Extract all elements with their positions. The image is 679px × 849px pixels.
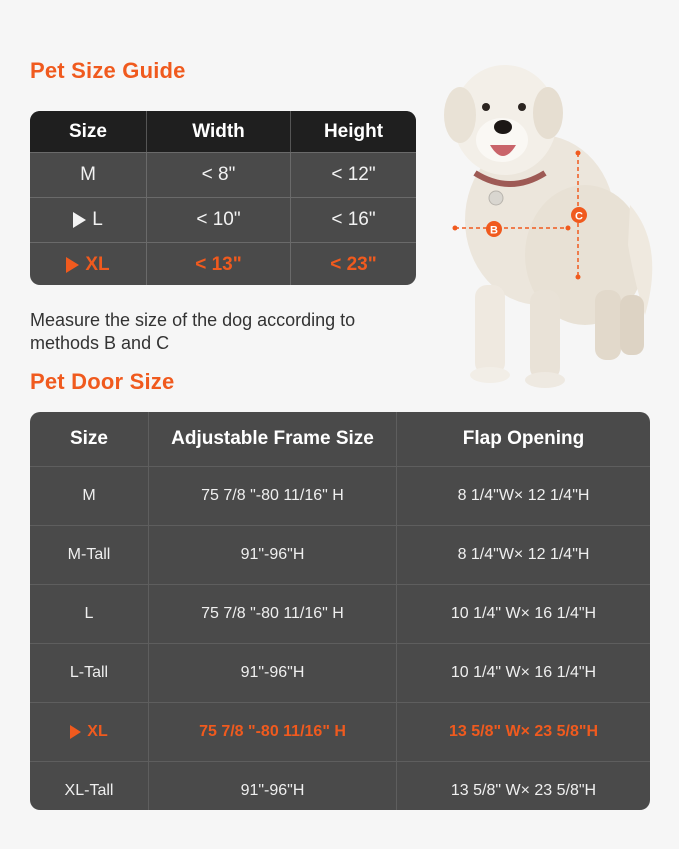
dog-ear xyxy=(533,87,563,139)
size-cell xyxy=(30,243,146,285)
table-row-highlighted xyxy=(30,242,416,285)
table-header xyxy=(30,412,650,466)
table-row-highlighted xyxy=(30,702,650,761)
table-row xyxy=(30,197,416,242)
dog-leg xyxy=(620,295,644,355)
pet-door-size-table xyxy=(30,412,650,810)
table-row xyxy=(30,584,650,643)
size-label: XL xyxy=(85,254,110,275)
label-c: C xyxy=(575,210,583,223)
height-cell: < 23" xyxy=(290,243,416,285)
measure-dot xyxy=(576,275,581,280)
flap-cell: 10 1/4" W× 16 1/4"H xyxy=(396,644,650,702)
frame-cell: 75 7/8 "-80 11/16" H xyxy=(148,703,396,761)
flap-cell: 13 5/8" W× 23 5/8"H xyxy=(396,762,650,810)
table-row xyxy=(30,761,650,810)
size-cell: M xyxy=(80,164,96,185)
size-cell: M-Tall xyxy=(67,546,111,563)
dog-eye xyxy=(482,103,490,111)
measure-instruction: Measure the size of the dog according to methods B and C xyxy=(30,310,356,353)
size-cell: L-Tall xyxy=(69,664,109,681)
pet-size-guide-table xyxy=(30,111,416,285)
table-row xyxy=(30,525,650,584)
frame-cell: 91"-96"H xyxy=(148,526,396,584)
flap-cell: 13 5/8" W× 23 5/8"H xyxy=(396,703,650,761)
height-cell: < 16" xyxy=(290,198,416,242)
size-cell: XL-Tall xyxy=(64,782,114,799)
dog-nose xyxy=(494,120,512,134)
table-row xyxy=(30,466,650,525)
dog-tag xyxy=(489,191,503,205)
size-label: L xyxy=(92,209,103,230)
dog-leg xyxy=(530,290,560,380)
size-cell xyxy=(30,198,146,242)
dog-leg xyxy=(475,285,505,375)
frame-cell: 75 7/8 "-80 11/16" H xyxy=(148,585,396,643)
measure-dot xyxy=(566,226,571,231)
frame-cell: 91"-96"H xyxy=(148,644,396,702)
measure-dot xyxy=(453,226,458,231)
size-cell: M xyxy=(82,487,96,504)
dog-leg xyxy=(595,290,621,360)
frame-cell: 75 7/8 "-80 11/16" H xyxy=(148,467,396,525)
measure-dot xyxy=(576,151,581,156)
flap-cell: 8 1/4"W× 12 1/4"H xyxy=(396,467,650,525)
play-arrow-icon xyxy=(73,212,86,228)
dog-ear xyxy=(444,87,476,143)
pet-door-size-title: Pet Door Size xyxy=(30,369,175,394)
pet-size-guide-title: Pet Size Guide xyxy=(30,58,186,83)
table-row xyxy=(30,643,650,702)
label-b: B xyxy=(490,224,498,237)
width-cell: < 8" xyxy=(146,153,290,197)
play-arrow-icon xyxy=(70,725,81,739)
table-row xyxy=(30,152,416,197)
header-height: Height xyxy=(290,111,416,152)
flap-cell: 8 1/4"W× 12 1/4"H xyxy=(396,526,650,584)
frame-cell: 91"-96"H xyxy=(148,762,396,810)
table-header xyxy=(30,111,416,152)
flap-cell: 10 1/4" W× 16 1/4"H xyxy=(396,585,650,643)
dog-paw xyxy=(525,372,565,388)
header-size: Size xyxy=(68,120,108,142)
header-width: Width xyxy=(146,111,290,152)
dog-eye xyxy=(518,103,526,111)
dog-illustration xyxy=(430,45,670,390)
header-size: Size xyxy=(69,428,109,449)
dog-paw xyxy=(470,367,510,383)
header-flap-opening: Flap Opening xyxy=(396,412,650,466)
header-frame-size: Adjustable Frame Size xyxy=(148,412,396,466)
size-cell xyxy=(30,703,148,761)
play-arrow-icon xyxy=(66,257,79,273)
size-label: XL xyxy=(87,723,108,740)
size-cell: L xyxy=(84,605,94,622)
width-cell: < 13" xyxy=(146,243,290,285)
width-cell: < 10" xyxy=(146,198,290,242)
height-cell: < 12" xyxy=(290,153,416,197)
